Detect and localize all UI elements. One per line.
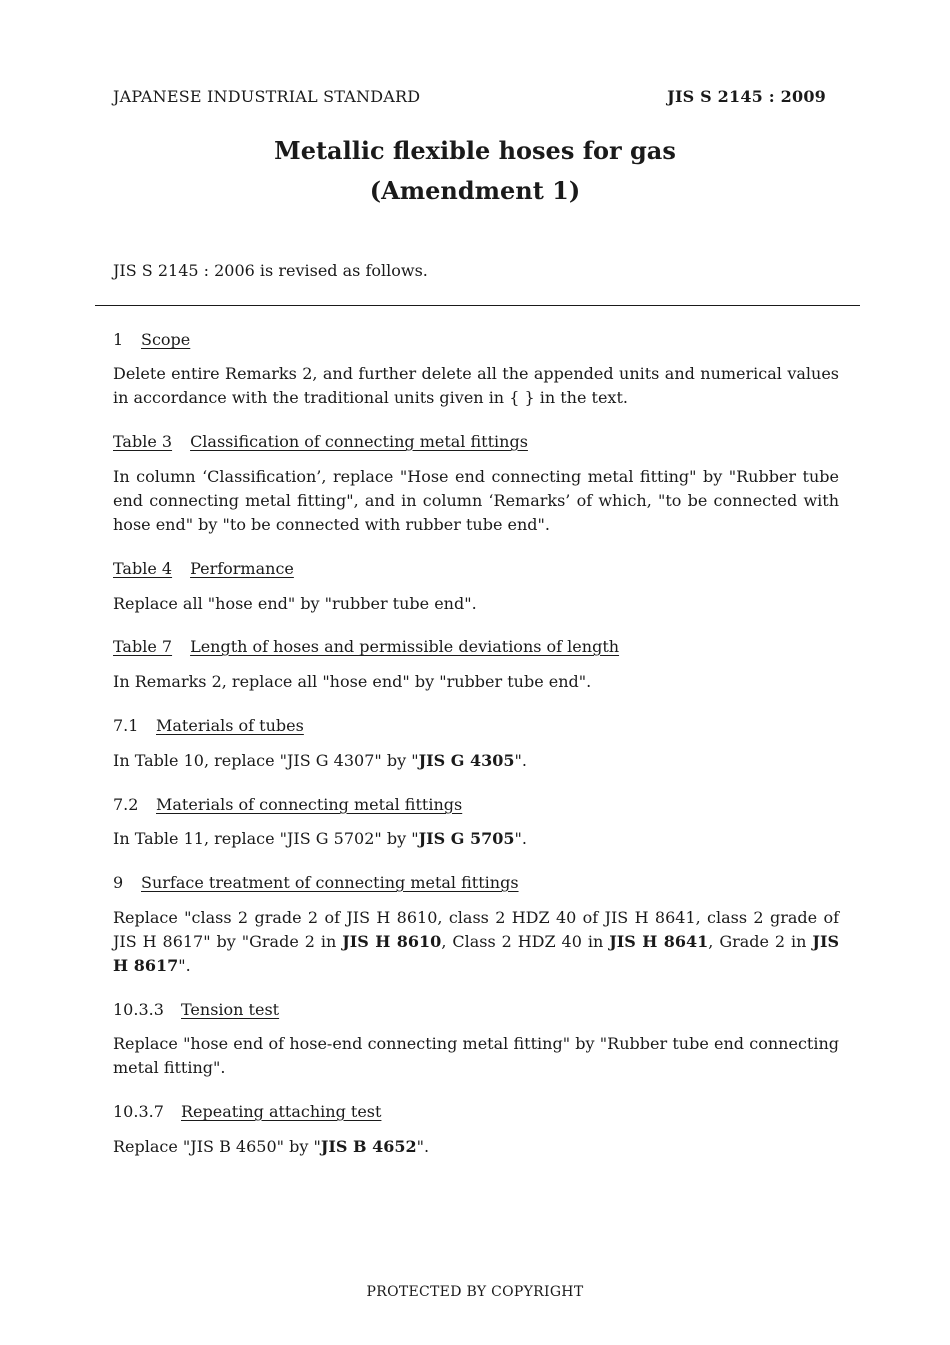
- section-title: Materials of tubes: [156, 716, 304, 735]
- section-heading-10-3-3: [113, 1000, 279, 1019]
- section-title: Performance: [190, 559, 294, 578]
- section-body-table4: Replace all "hose end" by "rubber tube end".: [113, 594, 477, 613]
- section-heading-table4: [113, 559, 294, 578]
- body-text: In Table 11, replace "JIS G 5702" by ": [113, 829, 419, 848]
- section-number: 7.2: [113, 795, 139, 814]
- header-standard-name: JAPANESE INDUSTRIAL STANDARD: [113, 87, 421, 106]
- section-title: Materials of connecting metal fittings: [156, 795, 463, 814]
- section-title: Length of hoses and permissible deviations of length: [190, 637, 620, 656]
- standard-reference: JIS H 8617: [113, 932, 840, 975]
- body-text: Replace "JIS B 4650" by ": [113, 1137, 321, 1156]
- body-text: , Class 2 HDZ 40 in: [441, 932, 610, 951]
- document-title: Metallic flexible hoses for gas: [274, 136, 676, 165]
- body-text: ".: [514, 751, 527, 770]
- section-title: Tension test: [181, 1000, 280, 1019]
- standard-reference: JIS G 4305: [418, 751, 515, 770]
- revision-statement: JIS S 2145 : 2006 is revised as follows.: [113, 261, 428, 280]
- section-number: 1: [113, 330, 124, 349]
- section-body-10-3-7: [113, 1135, 839, 1159]
- document-subtitle: (Amendment 1): [369, 176, 581, 205]
- standard-reference: JIS H 8641: [609, 932, 709, 951]
- body-text: ".: [514, 829, 527, 848]
- divider: [95, 305, 860, 306]
- section-heading-table7: [113, 637, 619, 656]
- section-number: Table 7: [113, 637, 173, 656]
- standard-reference: JIS B 4652: [320, 1137, 417, 1156]
- section-number: Table 3: [113, 432, 173, 451]
- section-heading-scope: [113, 330, 190, 349]
- section-title: Surface treatment of connecting metal fittings: [141, 873, 519, 892]
- section-body-7-1: [113, 749, 839, 773]
- section-heading-table3: [113, 432, 528, 451]
- section-number: 7.1: [113, 716, 139, 735]
- section-body-9: [113, 906, 839, 978]
- section-body-table3: In column ‘Classification’, replace "Hose end connecting metal fitting" by "Rubber tube end connecting metal fitting", and in column ‘Remarks’ of which, "to be connected with hose end" by "to be connected with rubber tube end".: [113, 467, 839, 534]
- section-body-10-3-3: Replace "hose end of hose-end connecting metal fitting" by "Rubber tube end connecting metal fitting".: [113, 1034, 839, 1077]
- section-heading-7-2: [113, 795, 462, 814]
- section-body-scope: Delete entire Remarks 2, and further delete all the appended units and numerical values in accordance with the traditional units given in { } in the text.: [113, 364, 839, 407]
- section-number: Table 4: [113, 559, 173, 578]
- section-number: 10.3.3: [113, 1000, 164, 1019]
- section-body-7-2: [113, 827, 839, 851]
- body-text: In Table 10, replace "JIS G 4307" by ": [113, 751, 419, 770]
- body-text: ".: [416, 1137, 430, 1156]
- body-text: ".: [178, 956, 191, 975]
- body-text: Replace "class 2 grade 2 of JIS H 8610, class 2 HDZ 40 of JIS H 8641, class 2 grade of JIS H 8617" by "Grade 2 in: [113, 908, 839, 951]
- header-standard-number: JIS S 2145 : 2009: [667, 87, 826, 106]
- section-title: Classification of connecting metal fittings: [190, 432, 528, 451]
- section-title: Scope: [141, 330, 191, 349]
- section-heading-7-1: [113, 716, 304, 735]
- section-heading-9: [113, 873, 519, 892]
- section-heading-10-3-7: [113, 1102, 381, 1121]
- section-body-table7: In Remarks 2, replace all "hose end" by "rubber tube end".: [113, 672, 592, 691]
- section-title: Repeating attaching test: [181, 1102, 382, 1121]
- standard-reference: JIS H 8610: [342, 932, 442, 951]
- standard-reference: JIS G 5705: [418, 829, 515, 848]
- body-text: , Grade 2 in: [708, 932, 813, 951]
- section-number: 9: [113, 873, 124, 892]
- copyright-footer: PROTECTED BY COPYRIGHT: [366, 1284, 584, 1300]
- section-number: 10.3.7: [113, 1102, 164, 1121]
